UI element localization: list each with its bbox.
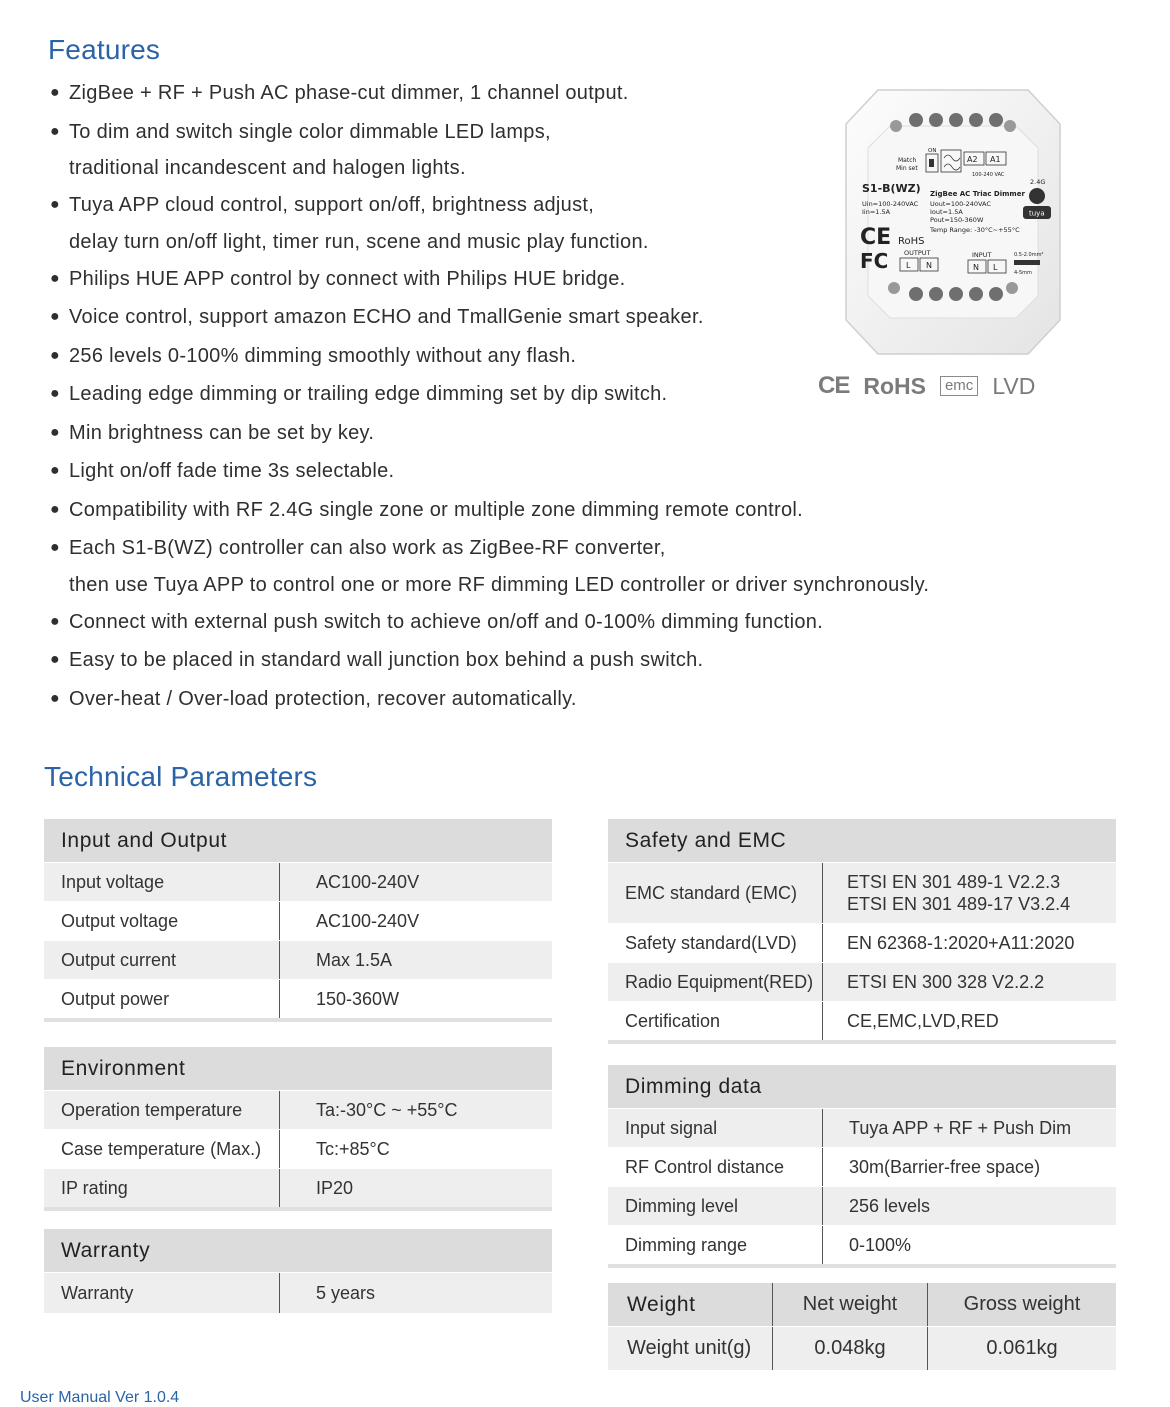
device-temp: Temp Range: -30°C~+55°C: [930, 226, 1020, 234]
feature-text: Light on/off fade time 3s selectable.: [69, 460, 395, 482]
param-value: 30m(Barrier-free space): [849, 1157, 1041, 1177]
device-rf-label: 2.4G: [1030, 178, 1046, 186]
feature-text: Connect with external push switch to achieve on/off and 0-100% dimming function.: [69, 610, 824, 633]
device-on-label: ON: [928, 148, 937, 154]
device-ce-mark: CE: [860, 225, 892, 250]
param-value: 256 levels: [849, 1196, 931, 1216]
dimming-data-table: [608, 1065, 1116, 1268]
features-title: Features: [48, 34, 161, 65]
table-row: [608, 1148, 1116, 1186]
table-row: [608, 1187, 1116, 1225]
table-row: [608, 963, 1116, 1001]
table-row: [608, 924, 1116, 962]
feature-item: [50, 603, 980, 642]
feature-text: Over-heat / Over-load protection, recover automatically.: [69, 687, 577, 710]
param-name: Warranty: [44, 1273, 280, 1313]
feature-text-cont: then use Tuya APP to control one or more RF dimming LED controller or driver synchronously.: [69, 573, 930, 596]
environment-table: [44, 1047, 552, 1211]
certification-marks: [818, 372, 1035, 400]
bullet-icon: ●: [50, 423, 60, 441]
table-row: [608, 1327, 1116, 1370]
table-end-bar: [608, 1040, 1116, 1044]
device-input-n: N: [973, 263, 979, 272]
emc-mark: emc: [940, 376, 978, 396]
param-value: Ta:-30°C ~ +55°C: [316, 1100, 458, 1120]
device-pout: Pout=150-360W: [930, 216, 984, 224]
table-row: [44, 902, 552, 940]
table-header: Environment: [44, 1047, 552, 1090]
weight-table: [608, 1283, 1116, 1370]
ce-mark: CE: [818, 372, 850, 399]
param-name: Dimming range: [608, 1226, 823, 1264]
device-a2-label: A2: [967, 155, 978, 164]
warranty-table: [44, 1229, 552, 1313]
device-minset-label: Min set: [896, 165, 918, 172]
device-name: ZigBee AC Triac Dimmer: [930, 190, 1025, 198]
param-value: CE,EMC,LVD,RED: [847, 1011, 999, 1031]
table-row: [608, 1109, 1116, 1147]
device-uout: Uout=100-240VAC: [930, 200, 991, 208]
table-row: [44, 980, 552, 1018]
table-row: [44, 863, 552, 901]
table-row: [44, 1091, 552, 1129]
device-rohs-mark: RoHS: [898, 236, 925, 247]
bullet-icon: ●: [50, 462, 60, 479]
device-wire-gauge: 0.5-2.0mm²: [1014, 252, 1044, 258]
bullet-icon: ●: [50, 346, 60, 364]
feature-text-cont: traditional incandescent and halogen lights.: [69, 157, 466, 179]
device-iout: Iout=1.5A: [930, 208, 963, 216]
param-value: 150-360W: [316, 989, 400, 1009]
feature-text-cont: delay turn on/off light, timer run, scene and music play function.: [69, 230, 649, 253]
device-fcc-mark: FC: [860, 249, 889, 273]
param-value: AC100-240V: [316, 911, 420, 931]
table-row: [608, 1002, 1116, 1040]
table-end-bar: [44, 1018, 552, 1022]
feature-text: Compatibility with RF 2.4G single zone or multiple zone dimming remote control.: [69, 498, 803, 521]
rohs-mark: RoHS: [863, 372, 926, 399]
device-uin: Uin=100-240VAC: [862, 200, 919, 208]
zigbee-logo-icon: [1029, 188, 1045, 204]
table-header: Input and Output: [44, 819, 552, 862]
param-name: Output power: [44, 980, 280, 1018]
feature-item: [50, 414, 980, 453]
device-a1-label: A1: [990, 155, 1001, 164]
table-row: [608, 1226, 1116, 1264]
table-header: Warranty: [44, 1229, 552, 1272]
device-match-label: Match: [898, 157, 917, 164]
param-value: Tc:+85°C: [316, 1139, 390, 1159]
bullet-icon: ●: [50, 385, 60, 402]
param-name: Certification: [608, 1002, 823, 1040]
feature-text: ZigBee + RF + Push AC phase-cut dimmer, 1 channel output.: [69, 82, 629, 104]
bullet-icon: ●: [50, 269, 60, 287]
bullet-icon: ●: [50, 612, 60, 630]
table-header: [608, 1283, 1116, 1326]
net-weight-label: Net weight: [773, 1283, 928, 1326]
bullet-icon: ●: [50, 122, 60, 140]
input-output-table: [44, 819, 552, 1022]
device-tuya-logo: tuya: [1029, 209, 1045, 218]
device-input-l: L: [993, 263, 998, 272]
feature-text: Each S1-B(WZ) controller can also work as ZigBee-RF converter,: [69, 537, 666, 559]
table-end-bar: [608, 1264, 1116, 1268]
table-header: Safety and EMC: [608, 819, 1116, 862]
feature-item: [50, 529, 980, 603]
param-value: ETSI EN 301 489-1 V2.2.3: [847, 872, 1061, 892]
feature-item: [50, 680, 980, 719]
param-name: EMC standard (EMC): [608, 863, 823, 923]
param-name: Output current: [44, 941, 280, 979]
table-end-bar: [44, 1207, 552, 1211]
product-image: [838, 82, 1068, 362]
bullet-icon: ●: [50, 539, 60, 556]
param-name: Case temperature (Max.): [44, 1130, 280, 1168]
param-name: RF Control distance: [608, 1148, 823, 1186]
feature-text: Philips HUE APP control by connect with Philips HUE bridge.: [69, 267, 626, 290]
technical-parameters-title: Technical Parameters: [44, 761, 318, 792]
table-row: [44, 1169, 552, 1207]
device-output-label: OUTPUT: [904, 249, 931, 257]
device-output-l: L: [906, 261, 911, 270]
feature-text: Voice control, support amazon ECHO and TmallGenie smart speaker.: [69, 306, 704, 328]
param-name: Radio Equipment(RED): [608, 963, 823, 1001]
device-input-label: INPUT: [972, 251, 992, 259]
weight-title: Weight: [608, 1283, 773, 1326]
param-value: Max 1.5A: [316, 950, 393, 970]
feature-text: Easy to be placed in standard wall junction box behind a push switch.: [69, 649, 704, 671]
gross-weight-value: 0.061kg: [986, 1337, 1058, 1359]
param-name: Input voltage: [44, 863, 280, 901]
lvd-mark: LVD: [992, 372, 1036, 399]
device-model: S1-B(WZ): [862, 182, 921, 195]
table-row: [44, 941, 552, 979]
feature-text: 256 levels 0-100% dimming smoothly without any flash.: [69, 344, 577, 367]
table-row: [44, 1130, 552, 1168]
device-iin: Iin=1.5A: [862, 208, 891, 216]
param-value: Tuya APP + RF + Push Dim: [849, 1118, 1072, 1138]
param-value: ETSI EN 300 328 V2.2.2: [847, 972, 1045, 992]
feature-item: [50, 452, 980, 491]
bullet-icon: ●: [50, 500, 60, 518]
device-wire-strip: 4-5mm: [1014, 270, 1032, 276]
bullet-icon: ●: [50, 689, 60, 707]
param-value: 0-100%: [849, 1235, 912, 1255]
weight-unit-label: Weight unit(g): [608, 1327, 773, 1370]
feature-text: Min brightness can be set by key.: [69, 421, 375, 444]
param-value: EN 62368-1:2020+A11:2020: [847, 933, 1075, 953]
gross-weight-label: Gross weight: [963, 1293, 1081, 1315]
param-value: 5 years: [316, 1283, 376, 1303]
param-name: IP rating: [44, 1169, 280, 1207]
device-vac-label: 100-240 VAC: [972, 172, 1005, 178]
footer-version: User Manual Ver 1.0.4: [20, 1389, 180, 1406]
feature-item: [50, 491, 980, 530]
feature-text: Tuya APP cloud control, support on/off, brightness adjust,: [69, 194, 595, 216]
bullet-icon: ●: [50, 308, 60, 325]
net-weight-value: 0.048kg: [773, 1327, 928, 1370]
table-header: Dimming data: [608, 1065, 1116, 1108]
feature-item: [50, 641, 980, 680]
param-name: Dimming level: [608, 1187, 823, 1225]
bullet-icon: ●: [50, 196, 60, 213]
feature-text: Leading edge dimming or trailing edge dimming set by dip switch.: [69, 383, 668, 405]
device-output-n: N: [926, 261, 932, 270]
param-value: IP20: [316, 1178, 354, 1198]
param-name: Safety standard(LVD): [608, 924, 823, 962]
param-name: Output voltage: [44, 902, 280, 940]
table-row: [44, 1273, 552, 1313]
feature-text: To dim and switch single color dimmable LED lamps,: [69, 120, 551, 143]
param-value: ETSI EN 301 489-17 V3.2.4: [847, 894, 1071, 914]
bullet-icon: ●: [50, 651, 60, 668]
param-value: AC100-240V: [316, 872, 420, 892]
param-name: Input signal: [608, 1109, 823, 1147]
param-name: Operation temperature: [44, 1091, 280, 1129]
safety-emc-table: [608, 819, 1116, 1044]
table-row: [608, 863, 1116, 923]
bullet-icon: ●: [50, 84, 60, 101]
